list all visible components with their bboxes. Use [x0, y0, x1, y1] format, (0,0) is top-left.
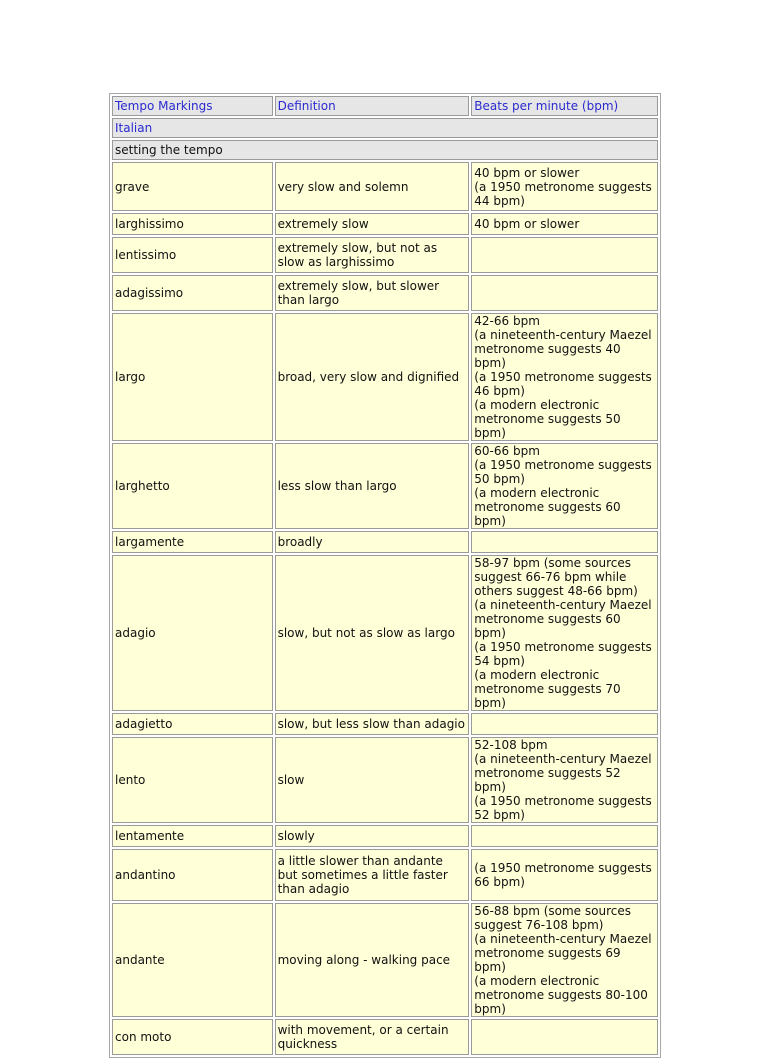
bpm-cell — [471, 275, 658, 311]
term-cell: andante — [112, 903, 273, 1017]
definition-cell: extremely slow — [275, 213, 470, 235]
definition-cell: very slow and solemn — [275, 162, 470, 211]
definition-cell: extremely slow, but not as slow as larghissimo — [275, 237, 470, 273]
table-row — [112, 443, 658, 529]
definition-cell: slowly — [275, 825, 470, 847]
definition-cell: less slow than largo — [275, 443, 470, 529]
term-cell: larghetto — [112, 443, 273, 529]
term-cell: adagissimo — [112, 275, 273, 311]
table-row — [112, 903, 658, 1017]
header-tempo-markings: Tempo Markings — [112, 96, 273, 116]
section-row-setting-the-tempo — [112, 140, 658, 160]
table-row — [112, 313, 658, 441]
table-row — [112, 531, 658, 553]
table-row — [112, 825, 658, 847]
table-row — [112, 849, 658, 901]
term-cell: larghissimo — [112, 213, 273, 235]
bpm-cell: 56-88 bpm (some sources suggest 76-108 bpm) (a nineteenth-century Maezel metronome suggests 69 bpm) (a modern electronic metronome suggests 80-100 bpm) — [471, 903, 658, 1017]
table-row — [112, 213, 658, 235]
term-cell: grave — [112, 162, 273, 211]
bpm-cell: 42-66 bpm (a nineteenth-century Maezel metronome suggests 40 bpm) (a 1950 metronome suggests 46 bpm) (a modern electronic metronome suggests 50 bpm) — [471, 313, 658, 441]
definition-cell: moving along - walking pace — [275, 903, 470, 1017]
bpm-cell: 58-97 bpm (some sources suggest 66-76 bpm while others suggest 48-66 bpm) (a nineteenth-century Maezel metronome suggests 60 bpm) (a 1950 metronome suggests 54 bpm) (a modern electronic metronome suggests 70 bpm) — [471, 555, 658, 711]
table-row — [112, 275, 658, 311]
definition-cell: slow, but not as slow as largo — [275, 555, 470, 711]
definition-cell: slow, but less slow than adagio — [275, 713, 470, 735]
bpm-cell — [471, 825, 658, 847]
term-cell: lentissimo — [112, 237, 273, 273]
definition-cell: broad, very slow and dignified — [275, 313, 470, 441]
header-definition: Definition — [275, 96, 470, 116]
bpm-cell — [471, 713, 658, 735]
table-row — [112, 162, 658, 211]
bpm-cell: (a 1950 metronome suggests 66 bpm) — [471, 849, 658, 901]
bpm-cell: 40 bpm or slower (a 1950 metronome suggests 44 bpm) — [471, 162, 658, 211]
section-label-setting-the-tempo: setting the tempo — [112, 140, 658, 160]
term-cell: largo — [112, 313, 273, 441]
term-cell: lentamente — [112, 825, 273, 847]
definition-cell: slow — [275, 737, 470, 823]
bpm-cell — [471, 1019, 658, 1055]
section-label-italian: Italian — [112, 118, 658, 138]
tempo-markings-table — [109, 93, 661, 1058]
definition-cell: with movement, or a certain quickness — [275, 1019, 470, 1055]
term-cell: andantino — [112, 849, 273, 901]
bpm-cell: 40 bpm or slower — [471, 213, 658, 235]
header-bpm: Beats per minute (bpm) — [471, 96, 658, 116]
term-cell: con moto — [112, 1019, 273, 1055]
table-row — [112, 713, 658, 735]
bpm-cell: 60-66 bpm (a 1950 metronome suggests 50 bpm) (a modern electronic metronome suggests 60 bpm) — [471, 443, 658, 529]
bpm-cell — [471, 531, 658, 553]
definition-cell: a little slower than andante but sometimes a little faster than adagio — [275, 849, 470, 901]
bpm-cell — [471, 237, 658, 273]
definition-cell: broadly — [275, 531, 470, 553]
term-cell: lento — [112, 737, 273, 823]
section-row-italian — [112, 118, 658, 138]
table-row — [112, 555, 658, 711]
term-cell: adagietto — [112, 713, 273, 735]
bpm-cell: 52-108 bpm (a nineteenth-century Maezel metronome suggests 52 bpm) (a 1950 metronome suggests 52 bpm) — [471, 737, 658, 823]
table-header-row — [112, 96, 658, 116]
term-cell: largamente — [112, 531, 273, 553]
table-row — [112, 237, 658, 273]
term-cell: adagio — [112, 555, 273, 711]
table-row — [112, 1019, 658, 1055]
definition-cell: extremely slow, but slower than largo — [275, 275, 470, 311]
table-row — [112, 737, 658, 823]
